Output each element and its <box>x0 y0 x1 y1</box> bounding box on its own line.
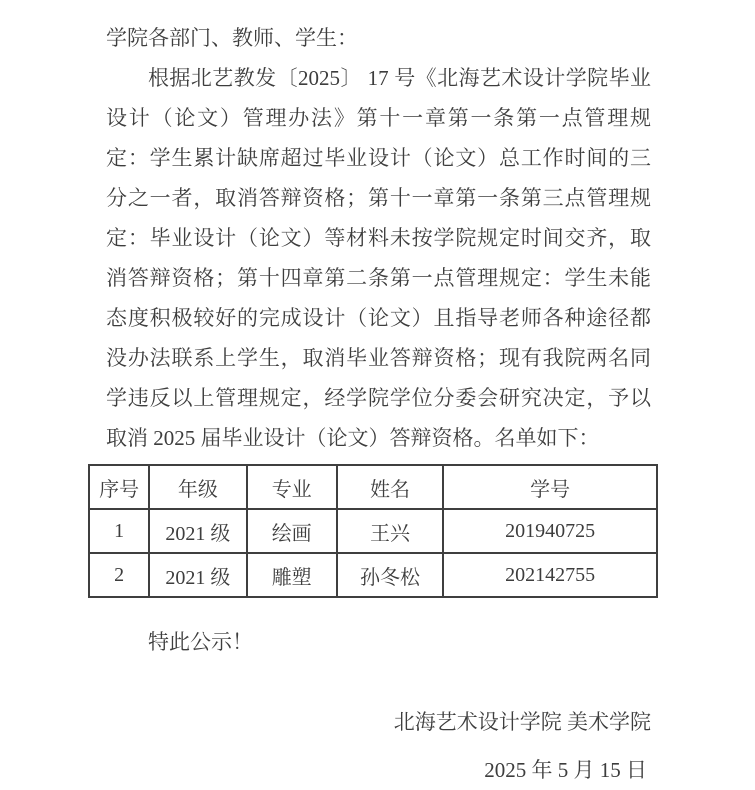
issue-date: 2025 年 5 月 15 日 <box>484 758 647 782</box>
cell-major: 雕塑 <box>247 553 337 597</box>
cell-grade: 2021 级 <box>149 553 246 597</box>
revoked-students-table <box>88 464 658 598</box>
table-header-row <box>89 465 657 509</box>
table-header-grade: 年级 <box>149 465 246 509</box>
cell-name: 王兴 <box>337 509 443 553</box>
table-row <box>89 509 657 553</box>
issuing-department: 北海艺术设计学院 美术学院 <box>393 710 651 734</box>
cell-student-id: 202142755 <box>443 553 657 597</box>
cell-index: 1 <box>89 509 149 553</box>
table-header-name: 姓名 <box>337 465 443 509</box>
signature-block <box>106 702 651 790</box>
cell-name: 孙冬松 <box>337 553 443 597</box>
cell-student-id: 201940725 <box>443 509 657 553</box>
table-header-index: 序号 <box>89 465 149 509</box>
table-header-major: 专业 <box>247 465 337 509</box>
cell-index: 2 <box>89 553 149 597</box>
closing-line: 特此公示！ <box>148 630 253 654</box>
notice-body-paragraph: 根据北艺教发〔2025〕 17 号《北海艺术设计学院毕业设计（论文）管理办法》第十一章第一条第一点管理规定：学生累计缺席超过毕业设计（论文）总工作时间的三分之一者，取消答辩资格；第十一章第一条第三点管理规定：毕业设计（论文）等材料未按学院规定时间交齐，取消答辩资格；第十四章第二条第一点管理规定：学生未能态度积极较好的完成设计（论文）且指导老师各种途径都没办法联系上学生，取消毕业答辩资格；现有我院两名同学违反以上管理规定，经学院学位分委会研究决定，予以取消 2025 届毕业设计（论文）答辩资格。名单如下： <box>106 66 651 450</box>
table-row <box>89 553 657 597</box>
table-header-student-id: 学号 <box>443 465 657 509</box>
salutation-line: 学院各部门、教师、学生： <box>106 26 358 50</box>
cell-grade: 2021 级 <box>149 509 246 553</box>
cell-major: 绘画 <box>247 509 337 553</box>
